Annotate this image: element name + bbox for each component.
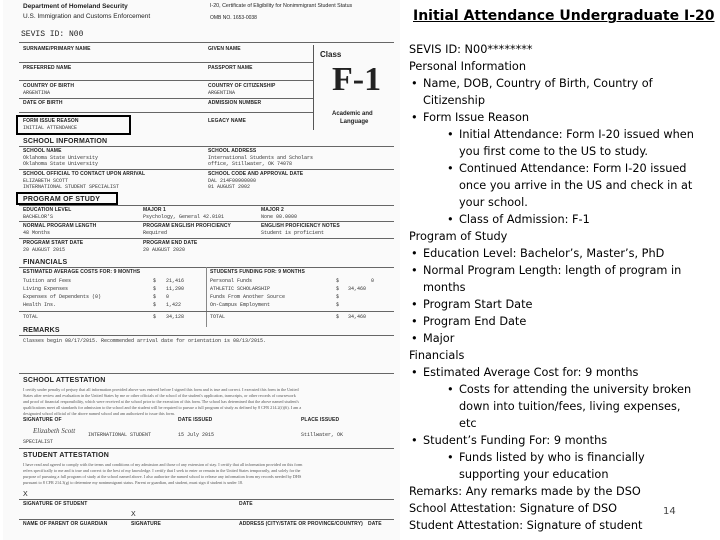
bullet: • [411,298,418,311]
line-costs-breakdown-2: down into tuition/fees, living expenses, [459,400,681,413]
line-estimated-cost: Estimated Average Cost for: 9 months [423,366,639,379]
fund-total-label: TOTAL [210,314,226,320]
cost-item: Tuition and Fees [23,278,72,284]
bullet: • [411,366,418,379]
line-program-length-2: months [423,281,466,294]
cost-label: ESTIMATED AVERAGE COSTS FOR: 9 MONTHS [23,269,141,275]
fund-total-currency: $ [336,314,340,320]
line-continued-attendance-2: once you arrive in the US and check in at [459,179,693,192]
school-address-label: SCHOOL ADDRESS [208,148,257,154]
school-info-heading: SCHOOL INFORMATION [23,138,108,145]
cost-currency: $ [153,294,157,300]
school-attestation-text-5: designated school official of the above named school and am authorized to issue this form. [23,411,175,416]
place-issued-value: Stillwater, OK [301,432,344,438]
class-value: F-1 [332,61,382,98]
line-school-attestation: School Attestation: Signature of DSO [409,502,618,515]
major1-value: Psychology, General 42.0101 [143,214,225,220]
line-form-issue-reason: Form Issue Reason [423,111,530,124]
line-continued-attendance-3: your school. [459,196,528,209]
bullet: • [411,247,418,260]
agency-line-2: U.S. Immigration and Customs Enforcement [23,13,151,20]
sevis-id: SEVIS ID: N00 [21,30,84,39]
academic-label: Academic and [332,111,373,117]
edu-level-label: EDUCATION LEVEL [23,207,72,213]
bullet: • [411,264,418,277]
eng-notes-value: Student is proficient [261,230,325,236]
bullet: • [411,332,418,345]
line-major: Major [423,332,455,345]
bullet: • [411,111,418,124]
school-attestation-text-3: and proof of financial responsibility, which were received at the school prior to the execution of this form. The school has determined that the above named student's [23,399,300,404]
dso-signature-label: SIGNATURE OF [23,417,62,423]
bullet: • [447,213,454,226]
dso-signature-value: Elizabeth Scott [33,427,76,435]
remarks-value: Classes begin 08/17/2015. Recommended arrival date for orientation is 08/13/2015. [23,338,267,344]
fund-item: ATHLETIC SCHOLARSHIP [210,286,271,292]
class-box [313,45,391,130]
school-name-value-1: Oklahoma State University [23,155,99,161]
edu-level-value: BACHELOR'S [23,214,54,220]
line-start-date: Program Start Date [423,298,533,311]
school-attestation-text-4: qualifications meet all standards for admission to the school and the student will be required to pursue a full program of study as defined by 8 CFR 214.2(f)(6). I am a [23,405,302,410]
fund-currency: $ [336,302,340,308]
school-official-value-1: ELIZABETH SCOTT [23,178,69,184]
line-funds-listed-2: supporting your education [459,468,609,481]
fund-amount: 34,460 [348,286,367,292]
dob-label: DATE OF BIRTH [23,100,63,106]
line-end-date: Program End Date [423,315,527,328]
cost-item: Expenses of Dependents (0) [23,294,102,300]
line-initial-attendance: Initial Attendance: Form I-20 issued when [459,128,694,141]
npl-value: 48 Months [23,230,51,236]
coc-value: ARGENTINA [208,90,236,96]
school-attestation-text-2: States after review and evaluation in the United States by me or other officials of the school of the student's application, transcripts, or other records of coursework [23,393,296,398]
student-attestation-text-2: refers specifically to me and is true and correct to the best of my knowledge. I certify that I seek to enter or remain in the United States temporarily, and solely for the [23,468,301,473]
fund-currency: $ [336,278,340,284]
legacy-name-label: LEGACY NAME [208,118,246,124]
bullet: • [447,451,454,464]
major1-label: MAJOR 1 [143,207,166,213]
agency-line-1: Department of Homeland Security [23,3,128,10]
cost-currency: $ [153,302,157,308]
student-signature-label: SIGNATURE OF STUDENT [23,501,88,507]
line-financials: Financials [409,349,465,362]
bullet: • [447,162,454,175]
school-name-label: SCHOOL NAME [23,148,62,154]
bullet: • [411,77,418,90]
bullet: • [411,315,418,328]
student-attestation-text-4: pursuant to 8 CFR 214.3(g) to determine my nonimmigrant status. Parent or guardian, and student, must sign if student is under 18. [23,480,244,485]
school-code-value-1: DAL 214F00900000 [208,178,257,184]
school-official-label: SCHOOL OFFICIAL TO CONTACT UPON ARRIVAL [23,171,146,177]
cob-value: ARGENTINA [23,90,51,96]
place-issued-label: PLACE ISSUED [301,417,340,423]
fund-item: On-Campus Employment [210,302,271,308]
cost-currency: $ [153,278,157,284]
school-official-value-2: INTERNATIONAL STUDENT SPECIALIST [23,184,120,190]
school-name-value-2: Oklahoma State University [23,161,99,167]
line-education-level: Education Level: Bachelor’s, Master’s, PhD [423,247,665,260]
student-attestation-text-1: I have read and agreed to comply with the terms and conditions of my admission and those of any extension of stay. I certify that all information provided on this form [23,462,303,467]
date-label: DATE [239,501,253,507]
school-attestation-heading: SCHOOL ATTESTATION [23,377,106,384]
student-attestation-heading: STUDENT ATTESTATION [23,452,109,459]
start-date-value: 20 AUGUST 2015 [23,247,66,253]
date-label: DATE [368,521,382,527]
eng-prof-value: Required [143,230,168,236]
coc-label: COUNTRY OF CITIZENSHIP [208,83,276,89]
eng-prof-label: PROGRAM ENGLISH PROFICIENCY [143,223,231,229]
cost-total: 34,128 [166,314,185,320]
funding-label: STUDENTS FUNDING FOR: 9 MONTHS [210,269,305,275]
major2-label: MAJOR 2 [261,207,284,213]
school-attestation-text-1: I certify under penalty of perjury that all information provided above was entered before I signed this form and is true and correct. I executed this form in the United [23,387,299,392]
cost-item: Health Ins. [23,302,57,308]
line-program-of-study: Program of Study [409,230,508,243]
fund-item: Funds From Another Source [210,294,286,300]
line-sevis: SEVIS ID: N00******** [409,43,533,56]
x-mark: X [23,491,28,498]
cost-total-label: TOTAL [23,314,39,320]
language-label: Language [340,119,369,125]
reason-value: INITIAL ATTENDANCE [23,125,78,131]
start-date-label: PROGRAM START DATE [23,240,84,246]
cost-item: Living Expenses [23,286,69,292]
line-costs-breakdown: Costs for attending the university broken [459,383,692,396]
line-funds-listed: Funds listed by who is financially [459,451,645,464]
cost-amount: 1,422 [166,302,182,308]
cost-total-currency: $ [153,314,157,320]
date-issued-label: DATE ISSUED [178,417,213,423]
cost-currency: $ [153,286,157,292]
school-address-value-2: office, Stillwater, OK 74078 [208,161,293,167]
line-citizenship: Citizenship [423,94,485,107]
fund-total: 34,460 [348,314,367,320]
bullet: • [447,128,454,141]
passport-name-label: PASSPORT NAME [208,65,253,71]
line-remarks: Remarks: Any remarks made by the DSO [409,485,641,498]
address-label: ADDRESS (CITY/STATE OR PROVINCE/COUNTRY) [239,521,363,527]
cost-amount: 0 [166,294,170,300]
i20-form-image [3,0,400,540]
highlight-form-issue-reason [16,115,131,135]
line-name-dob: Name, DOB, Country of Birth, Country of [423,77,653,90]
financials-heading: FINANCIALS [23,259,68,266]
admission-label: ADMISSION NUMBER [208,100,262,106]
line-continued-attendance: Continued Attendance: Form I-20 issued [459,162,687,175]
student-attestation-text-3: purpose of pursuing a full program of study at the school named above. I also authorize the named school to release any information from my records needed by DHS [23,474,302,479]
bullet: • [447,383,454,396]
cost-amount: 11,290 [166,286,185,292]
fund-currency: $ [336,294,340,300]
remarks-heading: REMARKS [23,327,60,334]
eng-notes-label: ENGLISH PROFICIENCY NOTES [261,223,340,229]
omb-number: OMB NO. 1653-0038 [210,15,257,21]
cost-amount: 21,416 [166,278,185,284]
line-personal-info: Personal Information [409,60,527,73]
fund-amount: 0 [371,278,375,284]
line-program-length: Normal Program Length: length of program in [423,264,682,277]
reason-label: FORM ISSUE REASON [23,118,79,124]
end-date-value: 20 AUGUST 2020 [143,247,186,253]
line-initial-attendance-2: you first come to the US to study. [459,145,649,158]
school-code-value-2: 01 AUGUST 2002 [208,184,251,190]
line-student-attestation: Student Attestation: Signature of student [409,519,643,532]
fund-item: Personal Funds [210,278,253,284]
cob-label: COUNTRY OF BIRTH [23,83,75,89]
major2-value: None 00.0000 [261,214,298,220]
class-label: Class [320,50,342,59]
end-date-label: PROGRAM END DATE [143,240,198,246]
signature-label: SIGNATURE [131,521,161,527]
surname-label: SURNAME/PRIMARY NAME [23,46,91,52]
fund-currency: $ [336,286,340,292]
page-number: 14 [663,506,676,517]
date-issued-value: 15 July 2015 [178,432,215,438]
school-address-value-1: International Students and Scholars [208,155,314,161]
dso-title-value: INTERNATIONAL STUDENT [88,432,152,438]
school-code-label: SCHOOL CODE AND APPROVAL DATE [208,171,304,177]
dso-title-value-2: SPECIALIST [23,439,54,445]
line-class-of-admission: Class of Admission: F-1 [459,213,590,226]
preferred-name-label: PREFERRED NAME [23,65,72,71]
program-heading: PROGRAM OF STUDY [23,196,101,203]
given-name-label: GIVEN NAME [208,46,241,52]
line-costs-breakdown-3: etc [459,417,477,430]
highlight-program-of-study [16,192,118,205]
npl-label: NORMAL PROGRAM LENGTH [23,223,97,229]
slide-title: Initial Attendance Undergraduate I-20 [413,8,715,24]
form-title: I-20, Certificate of Eligibility for Nonimmigrant Student Status [210,3,353,9]
x-mark: X [131,511,136,518]
parent-name-label: NAME OF PARENT OR GUARDIAN [23,521,108,527]
line-student-funding: Student’s Funding For: 9 months [423,434,608,447]
bullet: • [411,434,418,447]
